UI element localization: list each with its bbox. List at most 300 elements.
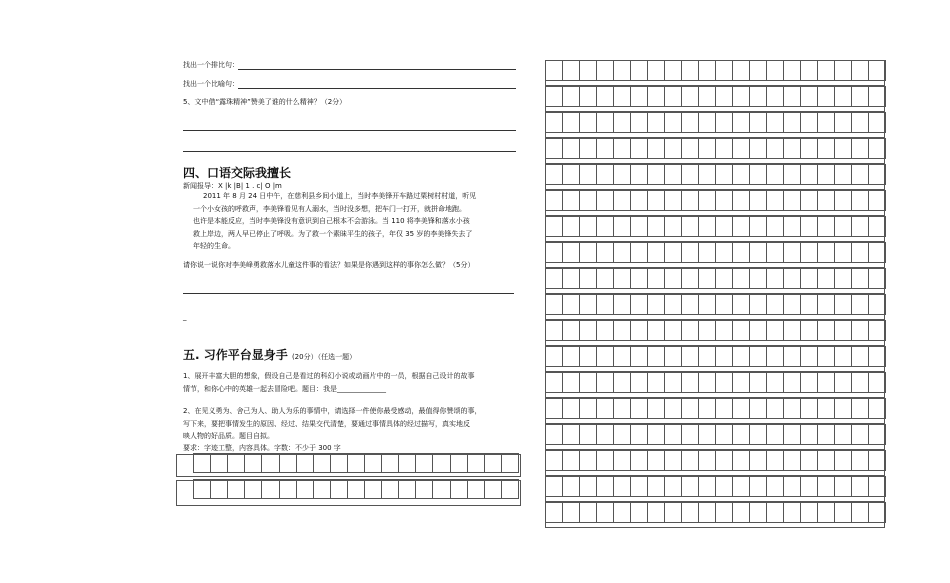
grid-cell[interactable] bbox=[596, 60, 614, 81]
grid-cell[interactable] bbox=[364, 479, 382, 499]
grid-cell[interactable] bbox=[647, 398, 665, 419]
grid-cell[interactable] bbox=[800, 242, 818, 263]
grid-cell[interactable] bbox=[244, 479, 262, 499]
grid-cell[interactable] bbox=[817, 190, 835, 211]
grid-cell[interactable] bbox=[562, 268, 580, 289]
grid-cell[interactable] bbox=[698, 320, 716, 341]
grid-cell[interactable] bbox=[562, 346, 580, 367]
grid-cell[interactable] bbox=[749, 190, 767, 211]
grid-cell[interactable] bbox=[800, 450, 818, 471]
grid-cell[interactable] bbox=[647, 346, 665, 367]
grid-cell[interactable] bbox=[783, 216, 801, 237]
grid-cell[interactable] bbox=[681, 450, 699, 471]
grid-cell[interactable] bbox=[868, 346, 886, 367]
grid-cell[interactable] bbox=[545, 372, 563, 393]
grid-cell[interactable] bbox=[783, 86, 801, 107]
grid-cell[interactable] bbox=[210, 479, 228, 499]
grid-cell[interactable] bbox=[562, 476, 580, 497]
grid-cell[interactable] bbox=[398, 453, 416, 473]
grid-cell[interactable] bbox=[800, 268, 818, 289]
grid-cell[interactable] bbox=[279, 453, 297, 473]
grid-cell[interactable] bbox=[732, 476, 750, 497]
grid-cell[interactable] bbox=[749, 294, 767, 315]
grid-cell[interactable] bbox=[715, 190, 733, 211]
grid-cell[interactable] bbox=[579, 398, 597, 419]
grid-cell[interactable] bbox=[484, 479, 502, 499]
answer-line-q5-2[interactable] bbox=[183, 151, 516, 152]
grid-cell[interactable] bbox=[347, 479, 365, 499]
grid-cell[interactable] bbox=[851, 320, 869, 341]
grid-cell[interactable] bbox=[817, 320, 835, 341]
grid-cell[interactable] bbox=[698, 112, 716, 133]
grid-cell[interactable] bbox=[800, 502, 818, 523]
grid-cell[interactable] bbox=[545, 346, 563, 367]
grid-cell[interactable] bbox=[647, 86, 665, 107]
grid-cell[interactable] bbox=[851, 190, 869, 211]
grid-cell[interactable] bbox=[868, 268, 886, 289]
answer-line-biyu[interactable] bbox=[238, 88, 516, 89]
left-grid-row[interactable] bbox=[194, 454, 519, 473]
grid-cell[interactable] bbox=[732, 372, 750, 393]
grid-cell[interactable] bbox=[834, 216, 852, 237]
grid-cell[interactable] bbox=[800, 372, 818, 393]
grid-cell[interactable] bbox=[545, 190, 563, 211]
grid-cell[interactable] bbox=[834, 242, 852, 263]
grid-cell[interactable] bbox=[630, 190, 648, 211]
grid-cell[interactable] bbox=[766, 476, 784, 497]
grid-cell[interactable] bbox=[851, 398, 869, 419]
grid-cell[interactable] bbox=[868, 112, 886, 133]
grid-cell[interactable] bbox=[596, 476, 614, 497]
grid-cell[interactable] bbox=[613, 242, 631, 263]
grid-cell[interactable] bbox=[596, 112, 614, 133]
grid-cell[interactable] bbox=[681, 268, 699, 289]
grid-cell[interactable] bbox=[749, 502, 767, 523]
grid-cell[interactable] bbox=[783, 424, 801, 445]
grid-cell[interactable] bbox=[834, 190, 852, 211]
grid-cell[interactable] bbox=[800, 138, 818, 159]
grid-cell[interactable] bbox=[783, 372, 801, 393]
grid-cell[interactable] bbox=[800, 190, 818, 211]
grid-cell[interactable] bbox=[715, 502, 733, 523]
grid-cell[interactable] bbox=[210, 453, 228, 473]
grid-cell[interactable] bbox=[766, 190, 784, 211]
grid-cell[interactable] bbox=[715, 424, 733, 445]
grid-cell[interactable] bbox=[783, 164, 801, 185]
grid-cell[interactable] bbox=[834, 86, 852, 107]
grid-cell[interactable] bbox=[749, 372, 767, 393]
grid-cell[interactable] bbox=[647, 60, 665, 81]
grid-cell[interactable] bbox=[868, 190, 886, 211]
grid-cell[interactable] bbox=[296, 453, 314, 473]
grid-cell[interactable] bbox=[313, 479, 331, 499]
grid-cell[interactable] bbox=[647, 424, 665, 445]
grid-cell[interactable] bbox=[834, 112, 852, 133]
grid-cell[interactable] bbox=[562, 112, 580, 133]
grid-cell[interactable] bbox=[501, 453, 519, 473]
grid-cell[interactable] bbox=[415, 453, 433, 473]
grid-cell[interactable] bbox=[851, 86, 869, 107]
grid-cell[interactable] bbox=[868, 86, 886, 107]
grid-cell[interactable] bbox=[398, 479, 416, 499]
grid-cell[interactable] bbox=[732, 502, 750, 523]
grid-cell[interactable] bbox=[851, 424, 869, 445]
grid-cell[interactable] bbox=[715, 476, 733, 497]
grid-cell[interactable] bbox=[817, 86, 835, 107]
grid-cell[interactable] bbox=[630, 502, 648, 523]
grid-cell[interactable] bbox=[783, 450, 801, 471]
grid-cell[interactable] bbox=[579, 372, 597, 393]
grid-cell[interactable] bbox=[613, 190, 631, 211]
grid-cell[interactable] bbox=[715, 138, 733, 159]
grid-cell[interactable] bbox=[545, 424, 563, 445]
grid-cell[interactable] bbox=[783, 398, 801, 419]
grid-cell[interactable] bbox=[766, 242, 784, 263]
answer-line-paibi[interactable] bbox=[238, 69, 516, 70]
grid-cell[interactable] bbox=[630, 450, 648, 471]
grid-cell[interactable] bbox=[834, 502, 852, 523]
grid-cell[interactable] bbox=[579, 216, 597, 237]
grid-cell[interactable] bbox=[647, 112, 665, 133]
grid-cell[interactable] bbox=[715, 216, 733, 237]
grid-cell[interactable] bbox=[681, 320, 699, 341]
grid-cell[interactable] bbox=[562, 372, 580, 393]
grid-cell[interactable] bbox=[749, 320, 767, 341]
grid-cell[interactable] bbox=[681, 216, 699, 237]
grid-cell[interactable] bbox=[545, 216, 563, 237]
grid-cell[interactable] bbox=[664, 242, 682, 263]
grid-cell[interactable] bbox=[596, 320, 614, 341]
grid-cell[interactable] bbox=[800, 398, 818, 419]
grid-cell[interactable] bbox=[698, 164, 716, 185]
grid-cell[interactable] bbox=[834, 424, 852, 445]
grid-cell[interactable] bbox=[715, 60, 733, 81]
grid-cell[interactable] bbox=[630, 60, 648, 81]
grid-cell[interactable] bbox=[630, 216, 648, 237]
grid-cell[interactable] bbox=[432, 453, 450, 473]
grid-cell[interactable] bbox=[715, 450, 733, 471]
grid-cell[interactable] bbox=[484, 453, 502, 473]
grid-cell[interactable] bbox=[664, 346, 682, 367]
grid-cell[interactable] bbox=[545, 502, 563, 523]
grid-cell[interactable] bbox=[450, 453, 468, 473]
grid-cell[interactable] bbox=[868, 164, 886, 185]
grid-cell[interactable] bbox=[749, 86, 767, 107]
grid-cell[interactable] bbox=[817, 164, 835, 185]
grid-cell[interactable] bbox=[698, 450, 716, 471]
grid-cell[interactable] bbox=[681, 294, 699, 315]
grid-cell[interactable] bbox=[698, 424, 716, 445]
grid-cell[interactable] bbox=[545, 164, 563, 185]
grid-cell[interactable] bbox=[579, 242, 597, 263]
grid-cell[interactable] bbox=[783, 190, 801, 211]
grid-cell[interactable] bbox=[698, 138, 716, 159]
grid-cell[interactable] bbox=[851, 112, 869, 133]
grid-cell[interactable] bbox=[817, 398, 835, 419]
grid-cell[interactable] bbox=[834, 398, 852, 419]
grid-cell[interactable] bbox=[647, 372, 665, 393]
grid-cell[interactable] bbox=[596, 502, 614, 523]
grid-cell[interactable] bbox=[364, 453, 382, 473]
grid-cell[interactable] bbox=[766, 164, 784, 185]
grid-cell[interactable] bbox=[766, 216, 784, 237]
grid-cell[interactable] bbox=[596, 346, 614, 367]
grid-cell[interactable] bbox=[562, 216, 580, 237]
left-writing-grid[interactable] bbox=[176, 454, 521, 506]
grid-cell[interactable] bbox=[681, 164, 699, 185]
grid-cell[interactable] bbox=[681, 372, 699, 393]
grid-cell[interactable] bbox=[834, 320, 852, 341]
grid-cell[interactable] bbox=[715, 398, 733, 419]
grid-cell[interactable] bbox=[562, 138, 580, 159]
grid-cell[interactable] bbox=[227, 479, 245, 499]
grid-cell[interactable] bbox=[545, 242, 563, 263]
right-writing-grid[interactable] bbox=[545, 60, 887, 522]
grid-cell[interactable] bbox=[817, 294, 835, 315]
answer-line-q5-1[interactable] bbox=[183, 130, 516, 131]
grid-cell[interactable] bbox=[545, 138, 563, 159]
grid-cell[interactable] bbox=[579, 268, 597, 289]
grid-cell[interactable] bbox=[664, 450, 682, 471]
grid-cell[interactable] bbox=[596, 450, 614, 471]
grid-cell[interactable] bbox=[681, 190, 699, 211]
grid-cell[interactable] bbox=[296, 479, 314, 499]
grid-cell[interactable] bbox=[868, 372, 886, 393]
grid-cell[interactable] bbox=[783, 242, 801, 263]
grid-cell[interactable] bbox=[630, 164, 648, 185]
grid-cell[interactable] bbox=[664, 138, 682, 159]
grid-cell[interactable] bbox=[834, 346, 852, 367]
grid-cell[interactable] bbox=[681, 502, 699, 523]
grid-cell[interactable] bbox=[834, 372, 852, 393]
grid-cell[interactable] bbox=[227, 453, 245, 473]
grid-cell[interactable] bbox=[732, 346, 750, 367]
grid-cell[interactable] bbox=[834, 450, 852, 471]
grid-cell[interactable] bbox=[817, 424, 835, 445]
grid-cell[interactable] bbox=[766, 112, 784, 133]
grid-cell[interactable] bbox=[851, 60, 869, 81]
grid-cell[interactable] bbox=[749, 450, 767, 471]
grid-cell[interactable] bbox=[681, 476, 699, 497]
grid-cell[interactable] bbox=[851, 242, 869, 263]
grid-cell[interactable] bbox=[545, 86, 563, 107]
grid-cell[interactable] bbox=[193, 479, 211, 499]
grid-cell[interactable] bbox=[664, 216, 682, 237]
grid-cell[interactable] bbox=[834, 60, 852, 81]
grid-cell[interactable] bbox=[664, 398, 682, 419]
grid-cell[interactable] bbox=[596, 294, 614, 315]
grid-cell[interactable] bbox=[596, 424, 614, 445]
grid-cell[interactable] bbox=[664, 372, 682, 393]
grid-cell[interactable] bbox=[698, 346, 716, 367]
grid-cell[interactable] bbox=[698, 372, 716, 393]
grid-cell[interactable] bbox=[766, 502, 784, 523]
grid-cell[interactable] bbox=[545, 476, 563, 497]
grid-cell[interactable] bbox=[630, 372, 648, 393]
grid-cell[interactable] bbox=[800, 346, 818, 367]
grid-cell[interactable] bbox=[817, 138, 835, 159]
grid-cell[interactable] bbox=[817, 372, 835, 393]
grid-cell[interactable] bbox=[596, 138, 614, 159]
grid-cell[interactable] bbox=[681, 346, 699, 367]
grid-cell[interactable] bbox=[579, 320, 597, 341]
grid-cell[interactable] bbox=[579, 138, 597, 159]
grid-cell[interactable] bbox=[851, 476, 869, 497]
grid-cell[interactable] bbox=[613, 372, 631, 393]
grid-cell[interactable] bbox=[715, 112, 733, 133]
grid-cell[interactable] bbox=[732, 86, 750, 107]
grid-cell[interactable] bbox=[562, 502, 580, 523]
grid-cell[interactable] bbox=[596, 86, 614, 107]
grid-cell[interactable] bbox=[630, 268, 648, 289]
grid-cell[interactable] bbox=[766, 138, 784, 159]
grid-cell[interactable] bbox=[749, 138, 767, 159]
grid-cell[interactable] bbox=[664, 424, 682, 445]
grid-cell[interactable] bbox=[817, 476, 835, 497]
grid-cell[interactable] bbox=[766, 346, 784, 367]
grid-cell[interactable] bbox=[817, 502, 835, 523]
grid-cell[interactable] bbox=[596, 398, 614, 419]
grid-cell[interactable] bbox=[715, 86, 733, 107]
grid-cell[interactable] bbox=[562, 242, 580, 263]
grid-cell[interactable] bbox=[562, 86, 580, 107]
grid-cell[interactable] bbox=[732, 138, 750, 159]
grid-cell[interactable] bbox=[647, 476, 665, 497]
grid-cell[interactable] bbox=[851, 346, 869, 367]
grid-cell[interactable] bbox=[732, 424, 750, 445]
grid-cell[interactable] bbox=[630, 346, 648, 367]
grid-cell[interactable] bbox=[732, 268, 750, 289]
grid-cell[interactable] bbox=[664, 476, 682, 497]
grid-cell[interactable] bbox=[261, 479, 279, 499]
grid-cell[interactable] bbox=[800, 60, 818, 81]
grid-cell[interactable] bbox=[817, 242, 835, 263]
grid-cell[interactable] bbox=[313, 453, 331, 473]
grid-cell[interactable] bbox=[415, 479, 433, 499]
grid-cell[interactable] bbox=[800, 424, 818, 445]
grid-cell[interactable] bbox=[783, 294, 801, 315]
grid-cell[interactable] bbox=[817, 112, 835, 133]
grid-cell[interactable] bbox=[834, 294, 852, 315]
grid-cell[interactable] bbox=[579, 476, 597, 497]
grid-cell[interactable] bbox=[732, 190, 750, 211]
grid-cell[interactable] bbox=[596, 190, 614, 211]
grid-cell[interactable] bbox=[783, 320, 801, 341]
grid-cell[interactable] bbox=[630, 86, 648, 107]
grid-cell[interactable] bbox=[732, 398, 750, 419]
grid-cell[interactable] bbox=[630, 294, 648, 315]
grid-cell[interactable] bbox=[664, 164, 682, 185]
grid-cell[interactable] bbox=[613, 502, 631, 523]
grid-cell[interactable] bbox=[381, 453, 399, 473]
grid-cell[interactable] bbox=[501, 479, 519, 499]
grid-cell[interactable] bbox=[596, 372, 614, 393]
grid-cell[interactable] bbox=[450, 479, 468, 499]
grid-cell[interactable] bbox=[698, 476, 716, 497]
grid-cell[interactable] bbox=[613, 216, 631, 237]
grid-cell[interactable] bbox=[613, 320, 631, 341]
grid-cell[interactable] bbox=[868, 242, 886, 263]
grid-cell[interactable] bbox=[766, 294, 784, 315]
grid-cell[interactable] bbox=[630, 398, 648, 419]
grid-cell[interactable] bbox=[279, 479, 297, 499]
grid-cell[interactable] bbox=[851, 372, 869, 393]
grid-cell[interactable] bbox=[868, 398, 886, 419]
grid-cell[interactable] bbox=[749, 242, 767, 263]
grid-cell[interactable] bbox=[698, 294, 716, 315]
grid-cell[interactable] bbox=[817, 346, 835, 367]
grid-cell[interactable] bbox=[562, 60, 580, 81]
answer-line-oral[interactable] bbox=[183, 293, 514, 294]
grid-cell[interactable] bbox=[596, 216, 614, 237]
grid-cell[interactable] bbox=[613, 60, 631, 81]
grid-cell[interactable] bbox=[545, 294, 563, 315]
grid-cell[interactable] bbox=[749, 268, 767, 289]
grid-cell[interactable] bbox=[851, 294, 869, 315]
grid-cell[interactable] bbox=[749, 424, 767, 445]
grid-cell[interactable] bbox=[834, 268, 852, 289]
grid-cell[interactable] bbox=[698, 60, 716, 81]
grid-cell[interactable] bbox=[330, 479, 348, 499]
grid-cell[interactable] bbox=[749, 398, 767, 419]
grid-cell[interactable] bbox=[562, 164, 580, 185]
grid-cell[interactable] bbox=[749, 60, 767, 81]
grid-cell[interactable] bbox=[630, 320, 648, 341]
grid-cell[interactable] bbox=[868, 424, 886, 445]
grid-cell[interactable] bbox=[664, 502, 682, 523]
grid-cell[interactable] bbox=[244, 453, 262, 473]
grid-cell[interactable] bbox=[261, 453, 279, 473]
grid-cell[interactable] bbox=[732, 216, 750, 237]
grid-cell[interactable] bbox=[647, 502, 665, 523]
grid-cell[interactable] bbox=[868, 60, 886, 81]
grid-cell[interactable] bbox=[630, 242, 648, 263]
grid-cell[interactable] bbox=[596, 164, 614, 185]
grid-cell[interactable] bbox=[766, 268, 784, 289]
grid-cell[interactable] bbox=[800, 320, 818, 341]
grid-cell[interactable] bbox=[630, 138, 648, 159]
grid-cell[interactable] bbox=[613, 112, 631, 133]
grid-cell[interactable] bbox=[596, 242, 614, 263]
grid-cell[interactable] bbox=[545, 398, 563, 419]
grid-cell[interactable] bbox=[715, 346, 733, 367]
grid-cell[interactable] bbox=[630, 424, 648, 445]
grid-cell[interactable] bbox=[562, 320, 580, 341]
grid-cell[interactable] bbox=[868, 138, 886, 159]
grid-cell[interactable] bbox=[579, 294, 597, 315]
grid-cell[interactable] bbox=[698, 268, 716, 289]
grid-cell[interactable] bbox=[613, 294, 631, 315]
grid-cell[interactable] bbox=[851, 502, 869, 523]
grid-cell[interactable] bbox=[681, 60, 699, 81]
grid-cell[interactable] bbox=[834, 138, 852, 159]
grid-cell[interactable] bbox=[579, 112, 597, 133]
grid-cell[interactable] bbox=[613, 476, 631, 497]
grid-cell[interactable] bbox=[698, 242, 716, 263]
grid-cell[interactable] bbox=[783, 346, 801, 367]
grid-cell[interactable] bbox=[579, 60, 597, 81]
grid-cell[interactable] bbox=[868, 450, 886, 471]
grid-cell[interactable] bbox=[579, 190, 597, 211]
grid-cell[interactable] bbox=[715, 372, 733, 393]
grid-cell[interactable] bbox=[732, 320, 750, 341]
grid-cell[interactable] bbox=[817, 60, 835, 81]
grid-cell[interactable] bbox=[715, 164, 733, 185]
grid-cell[interactable] bbox=[562, 450, 580, 471]
grid-cell[interactable] bbox=[562, 424, 580, 445]
grid-cell[interactable] bbox=[783, 476, 801, 497]
grid-cell[interactable] bbox=[749, 216, 767, 237]
